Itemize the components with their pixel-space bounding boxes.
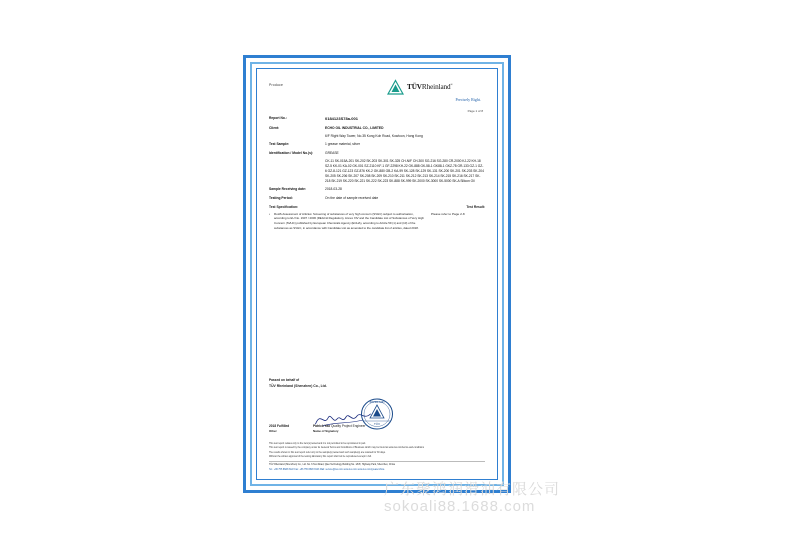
field-value: 6/F Right Way Tower, No.35 Kong Koh Road, Kowloon, Hong Kong [325,133,423,138]
produce-label: Produce [269,83,284,87]
field-model-numbers [269,159,485,184]
field-label: Test Sample: [269,142,290,147]
test-result-label: Test Result: [466,204,485,209]
signer-title-text: Quality Project Engineer [331,423,366,428]
tuv-triangle-logo-icon [387,79,404,96]
footer-address: TÜV Rheinland (Shenzhen) Co., Ltd. No. 6 Test Road, Qiao Technology Building No. 1/F/F, Highway Park, Shenzhen, China [269,464,395,467]
field-value: On the date of sample received date [325,195,379,200]
left-sub-label: Other [269,428,277,433]
watermark-website: sokoali88.1688.com [384,498,536,515]
footer-contact[interactable]: Tel.: +86 755 8828 8122 Fax: +86 755 8828 8123 Mail: service@tuv.com www.tuv.com www.tuv.com/greaterchina [269,468,385,471]
footer-line-4: Without the written approval of the testing laboratory this report shall not be reproduced except in full. [269,456,372,459]
field-label [269,159,325,184]
field-value: GREASE [325,150,339,155]
frame-inner-border [256,68,498,480]
field-value: 1 grease material, silver [325,142,360,147]
signature-right-column [313,424,485,433]
field-testing-period [269,196,485,201]
test-specification-header [269,205,485,210]
field-value: 0184123S78a-001 [325,116,358,121]
test-specification-body [269,212,485,231]
signer-name-text: Patrick Yao [313,423,331,428]
field-identification [269,151,485,156]
field-report-no [269,116,485,122]
frame-middle-border [250,62,504,486]
test-specification-label: Test Specification: [269,204,299,209]
issuing-company: TÜV Rheinland (Shenzhen) Co., Ltd. [269,383,327,388]
signatory-sub-label: Name of Signatory [313,428,339,433]
page-number: Page 1 of 8 [467,109,483,113]
field-label: Report No.: [269,116,287,120]
test-result-value: Please refer to Page 2-8 [431,211,465,216]
footer-line-3: The results shown in this test report refer only to the sample(s) tested and such sample(s) are retained for 30 days. [269,451,386,454]
field-value: ECHO OIL INDUSTRIAL CO., LIMITED [325,125,384,130]
field-sample-receiving-date [269,187,485,192]
footer-line-2: This test report is issued by the company under its General Terms and Conditions of Business which may be found at www.tuv.com/terms-and-conditions [269,447,425,450]
field-client [269,126,485,131]
field-client-address [269,134,485,139]
footer-divider [269,461,485,462]
brand-logo [387,79,483,103]
watermark-company-chinese: 广东聚鸿润滑油有限公司 [384,481,561,498]
brand-name [407,82,453,93]
brand-slogan: Precisely Right. [455,97,481,102]
field-label [269,134,325,139]
left-role-value: 2018 Fulfilled [269,423,290,428]
field-label: Client: [269,125,280,130]
brand-name-bold: TÜV [407,83,422,92]
test-specification-text: • RoHS Assessment of Articles: Screening of substances of very high concern (SVHC) subject to authorisation, according to EU No. 1907 / 2006 (REACH Regulation), Annex XIV and the Candidate List of Substances of Very High Concern (SVHC) published by European Chemicals Agency (ECHA), according to Article 59 (1) and (10) of the substances as SVHC, in accordance with Candidate List as amended to the candidate list of articles, dated 2018. [269,212,425,231]
certificate-frame [243,55,511,493]
brand-name-light: Rheinland [421,83,451,92]
document-page [257,69,497,479]
field-label: Sample Receiving date: [269,187,307,192]
document-header [269,79,485,113]
field-label: Testing Period: [269,195,293,200]
brand-registered-mark: ® [450,82,453,87]
svg-text:TÜV: TÜV [373,422,381,426]
signature-block [269,378,485,435]
field-value: CK-11 SK-015A-201 SK-202 SK-203 SK-301 SK-325 CH-NIF CH-300 SG-216 SG-280 CR-2000 KJ-22 KH-18 SZ-5 KK-01 KA-02 GK-001 SZ-2110 KF-1 GF-2298 KH-22 GK-888 GK-58-1 GK88-1 GKZ-78 GR-133 GZ-1 GZ-6 GZ-8-121 GZ-123 GZ-876 KK-2 GK-880 GB-2 KA-99 SK-128 SK-129 SK-131 SK-200 SK-201 SK-203 SK-204 SK-205 SK-206 SK-207 SK-208 SK-209 SK-210 SK-211 SK-212 SK-213 SK-214 SK-215 SK-216 SK-217 SK-218 SK-219 SK-220 SK-221 SK-222 SK-223 SK-888 SK-999 SK-2000 SK-3000 SK-5000 SK-A Silicon Oil [325,159,484,183]
field-test-sample [269,142,485,147]
passed-on-behalf-label: Passed on behalf of [269,378,300,383]
report-fields [269,116,485,201]
signature-left-column [269,424,313,433]
document-footer [269,443,485,473]
field-value: 2018-03-28 [325,187,342,192]
field-label: Identification / Model No.(s): [269,150,314,155]
svg-text:RHEINLAND: RHEINLAND [369,401,385,404]
footer-line-1: This test report relates only to the item(s) tested and it is not permitted to be reproduced in part. [269,443,366,446]
